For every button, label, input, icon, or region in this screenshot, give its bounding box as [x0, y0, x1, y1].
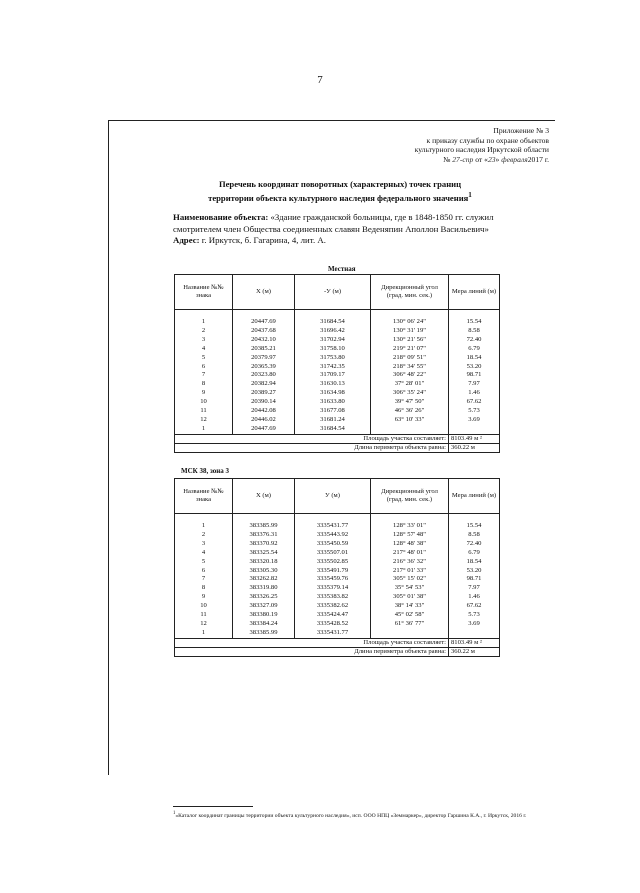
cell-bearing: 219° 21' 07"	[371, 345, 449, 354]
table-row	[175, 575, 500, 584]
cell-x: 20437.68	[233, 327, 295, 336]
cell-length: 15.54	[449, 310, 500, 327]
cell-bearing: 128° 57' 48"	[371, 531, 449, 540]
cell-y: 3335424.47	[295, 611, 371, 620]
cell-y: 31630.13	[295, 380, 371, 389]
cell-x: 383385.99	[233, 514, 295, 531]
cell-length: 5.73	[449, 611, 500, 620]
table-row	[175, 540, 500, 549]
perimeter-value: 360.22 м	[449, 647, 500, 656]
order-date-prefix: от «	[475, 154, 488, 164]
cell-length: 8.58	[449, 327, 500, 336]
cell-point-name: 4	[175, 549, 233, 558]
cell-length: 53.20	[449, 567, 500, 576]
cell-y: 3335379.14	[295, 584, 371, 593]
area-value: 8103.49 м ²	[449, 434, 500, 443]
cell-length: 72.40	[449, 540, 500, 549]
cell-length: 98.71	[449, 371, 500, 380]
cell-length: 3.69	[449, 620, 500, 629]
cell-y: 31633.80	[295, 398, 371, 407]
cell-bearing: 39° 47' 50"	[371, 398, 449, 407]
page-number: 7	[317, 74, 323, 86]
header-x: X (м)	[233, 275, 295, 310]
cell-y: 3335431.77	[295, 514, 371, 531]
cell-y: 3335382.62	[295, 602, 371, 611]
cell-x: 383370.92	[233, 540, 295, 549]
header-y: -У (м)	[295, 275, 371, 310]
cell-point-name: 8	[175, 584, 233, 593]
cell-point-name: 7	[175, 371, 233, 380]
cell-length: 7.97	[449, 380, 500, 389]
table-row	[175, 629, 500, 638]
header-length: Мера линий (м)	[449, 479, 500, 514]
cell-bearing: 216° 36' 32"	[371, 558, 449, 567]
cell-x: 383385.99	[233, 629, 295, 638]
cell-y: 3335450.59	[295, 540, 371, 549]
cell-length	[449, 425, 500, 434]
header-point-name: Название №№ знака	[175, 275, 233, 310]
cell-bearing: 61° 36' 77"	[371, 620, 449, 629]
footnote-mark: 1	[173, 811, 176, 816]
cell-y: 31742.35	[295, 363, 371, 372]
cell-y: 3335502.85	[295, 558, 371, 567]
cell-point-name: 1	[175, 425, 233, 434]
header-x: X (м)	[233, 479, 295, 514]
cell-length: 1.46	[449, 593, 500, 602]
cell-length: 6.79	[449, 345, 500, 354]
header-length: Мера линий (м)	[449, 275, 500, 310]
header-y: У (м)	[295, 479, 371, 514]
perimeter-label: Длина периметра объекта равна:	[175, 443, 449, 452]
cell-bearing: 306° 35' 24"	[371, 389, 449, 398]
cell-bearing: 130° 06' 24"	[371, 310, 449, 327]
cell-length: 6.79	[449, 549, 500, 558]
table-row	[175, 380, 500, 389]
cell-y: 3335431.77	[295, 629, 371, 638]
cell-y: 31684.54	[295, 425, 371, 434]
footnote-separator	[173, 806, 253, 807]
msk-system-heading: МСК 38, зона 3	[181, 467, 230, 475]
cell-point-name: 1	[175, 310, 233, 327]
table-header-row	[175, 479, 500, 514]
cell-x: 383327.09	[233, 602, 295, 611]
cell-point-name: 2	[175, 531, 233, 540]
cell-bearing	[371, 425, 449, 434]
order-date-month: февраля	[501, 154, 528, 164]
cell-length: 67.62	[449, 398, 500, 407]
area-row	[175, 638, 500, 647]
table-row	[175, 531, 500, 540]
cell-x: 20447.69	[233, 310, 295, 327]
table-row	[175, 354, 500, 363]
table-row	[175, 584, 500, 593]
cell-point-name: 6	[175, 363, 233, 372]
cell-point-name: 5	[175, 354, 233, 363]
cell-point-name: 12	[175, 620, 233, 629]
table-row	[175, 620, 500, 629]
cell-x: 20442.08	[233, 407, 295, 416]
title-line-2	[170, 190, 510, 204]
object-address-value: г. Иркутск, б. Гагарина, 4, лит. А.	[201, 235, 326, 246]
cell-point-name: 1	[175, 514, 233, 531]
footnote	[173, 810, 533, 820]
cell-y: 31709.17	[295, 371, 371, 380]
cell-y: 31684.54	[295, 310, 371, 327]
footnote-text: «Каталог координат границы территории объекта культурного наследия», исп. ООО НПЦ «Земмаркер», директор Гаршина К.А., г. Иркутск, 2016 г.	[175, 812, 527, 819]
cell-length: 5.73	[449, 407, 500, 416]
document-title	[170, 179, 510, 204]
cell-y: 3335507.01	[295, 549, 371, 558]
table-row	[175, 345, 500, 354]
local-coordinates-table	[174, 274, 500, 453]
cell-bearing: 35° 54' 53"	[371, 584, 449, 593]
cell-x: 383262.82	[233, 575, 295, 584]
object-name-label: Наименование объекта:	[173, 212, 269, 222]
cell-point-name: 10	[175, 398, 233, 407]
cell-bearing: 217° 48' 01"	[371, 549, 449, 558]
cell-x: 20389.27	[233, 389, 295, 398]
perimeter-row	[175, 647, 500, 656]
object-name	[173, 212, 533, 235]
table-row	[175, 327, 500, 336]
perimeter-label: Длина периметра объекта равна:	[175, 647, 449, 656]
cell-x: 20382.94	[233, 380, 295, 389]
cell-point-name: 11	[175, 611, 233, 620]
cell-point-name: 8	[175, 380, 233, 389]
order-date-mid: »	[495, 154, 500, 164]
perimeter-value: 360.22 м	[449, 443, 500, 452]
order-number-value: 27-спр	[452, 154, 474, 164]
cell-x: 20447.69	[233, 425, 295, 434]
table-row	[175, 363, 500, 372]
header-point-name: Название №№ знака	[175, 479, 233, 514]
cell-x: 383376.31	[233, 531, 295, 540]
cell-length: 1.46	[449, 389, 500, 398]
cell-y: 31753.80	[295, 354, 371, 363]
title-line-2-text: территории объекта культурного наследия федерального значения	[208, 192, 469, 203]
cell-length: 67.62	[449, 602, 500, 611]
table-row	[175, 371, 500, 380]
table-row	[175, 398, 500, 407]
cell-y: 31634.98	[295, 389, 371, 398]
cell-x: 20365.39	[233, 363, 295, 372]
cell-bearing: 38° 14' 33"	[371, 602, 449, 611]
table-row	[175, 593, 500, 602]
table-row	[175, 425, 500, 434]
area-label: Площадь участка составляет:	[175, 638, 449, 647]
appendix-line-1: Приложение № 3	[493, 126, 549, 135]
cell-point-name: 6	[175, 567, 233, 576]
cell-y: 31758.10	[295, 345, 371, 354]
table-row	[175, 389, 500, 398]
order-date-year: 2017 г.	[527, 154, 549, 164]
cell-bearing: 37° 28' 01"	[371, 380, 449, 389]
cell-length: 3.69	[449, 416, 500, 425]
table-row	[175, 549, 500, 558]
table-row	[175, 514, 500, 531]
order-date-day: 23	[487, 154, 496, 164]
object-name-value: «Здание гражданской больницы, где в 1848-1850 гг. служил смотрителем член Общества соединенных славян Веденяпин Аполлон Васильевич»	[173, 212, 494, 234]
cell-point-name: 4	[175, 345, 233, 354]
msk-table-body	[175, 514, 500, 639]
title-line-1: Перечень координат поворотных (характерных) точек границ	[218, 179, 462, 189]
object-address	[173, 235, 533, 247]
cell-bearing: 218° 09' 51"	[371, 354, 449, 363]
cell-bearing: 46° 36' 26"	[371, 407, 449, 416]
table-row	[175, 611, 500, 620]
cell-point-name: 3	[175, 336, 233, 345]
table-header-row	[175, 275, 500, 310]
cell-bearing: 63° 10' 33"	[371, 416, 449, 425]
cell-x: 383325.54	[233, 549, 295, 558]
cell-point-name: 2	[175, 327, 233, 336]
cell-x: 383326.25	[233, 593, 295, 602]
cell-bearing: 305° 01' 38"	[371, 593, 449, 602]
table-row	[175, 407, 500, 416]
cell-point-name: 9	[175, 593, 233, 602]
cell-bearing: 45° 02' 58"	[371, 611, 449, 620]
cell-point-name: 12	[175, 416, 233, 425]
cell-y: 31681.24	[295, 416, 371, 425]
cell-point-name: 1	[175, 629, 233, 638]
cell-x: 383305.30	[233, 567, 295, 576]
cell-y: 3335459.76	[295, 575, 371, 584]
cell-length: 15.54	[449, 514, 500, 531]
header-bearing: Дирекционный угол (град. мин. сек.)	[371, 479, 449, 514]
table-row	[175, 336, 500, 345]
cell-x: 20323.80	[233, 371, 295, 380]
cell-y: 31702.94	[295, 336, 371, 345]
cell-point-name: 3	[175, 540, 233, 549]
cell-length: 8.58	[449, 531, 500, 540]
cell-point-name: 5	[175, 558, 233, 567]
cell-x: 20385.21	[233, 345, 295, 354]
cell-x: 383319.80	[233, 584, 295, 593]
cell-length: 53.20	[449, 363, 500, 372]
title-footnote-mark: 1	[468, 191, 472, 199]
cell-bearing: 306° 48' 22"	[371, 371, 449, 380]
area-value: 8103.49 м ²	[449, 638, 500, 647]
cell-bearing: 128° 48' 38"	[371, 540, 449, 549]
cell-length: 98.71	[449, 575, 500, 584]
cell-x: 383320.18	[233, 558, 295, 567]
appendix-line-3: культурного наследия Иркутской области	[414, 145, 549, 155]
cell-x: 20432.10	[233, 336, 295, 345]
appendix-block	[415, 126, 549, 164]
cell-x: 383384.24	[233, 620, 295, 629]
cell-x: 20379.97	[233, 354, 295, 363]
appendix-line-2: к приказу службы по охране объектов	[426, 135, 549, 145]
area-row	[175, 434, 500, 443]
cell-bearing: 130° 31' 19"	[371, 327, 449, 336]
cell-x: 20446.02	[233, 416, 295, 425]
cell-y: 3335383.82	[295, 593, 371, 602]
cell-point-name: 11	[175, 407, 233, 416]
cell-point-name: 10	[175, 602, 233, 611]
cell-bearing: 130° 21' 56"	[371, 336, 449, 345]
cell-point-name: 7	[175, 575, 233, 584]
cell-x: 20390.14	[233, 398, 295, 407]
cell-y: 31696.42	[295, 327, 371, 336]
table-row	[175, 567, 500, 576]
order-number-prefix: №	[443, 154, 451, 164]
msk-coordinates-table	[174, 478, 500, 657]
local-table-body	[175, 310, 500, 435]
table-row	[175, 558, 500, 567]
cell-bearing: 218° 34' 55"	[371, 363, 449, 372]
cell-y: 3335443.92	[295, 531, 371, 540]
cell-length: 18.54	[449, 558, 500, 567]
cell-bearing: 128° 33' 01"	[371, 514, 449, 531]
table-row	[175, 602, 500, 611]
cell-x: 383380.19	[233, 611, 295, 620]
table-row	[175, 416, 500, 425]
cell-bearing: 305° 15' 02"	[371, 575, 449, 584]
cell-y: 31677.08	[295, 407, 371, 416]
local-system-heading: Местная	[328, 265, 356, 273]
cell-length	[449, 629, 500, 638]
cell-length: 18.54	[449, 354, 500, 363]
object-info	[173, 212, 533, 247]
cell-length: 7.97	[449, 584, 500, 593]
table-row	[175, 310, 500, 327]
appendix-number-line	[415, 155, 549, 165]
cell-y: 3335491.79	[295, 567, 371, 576]
header-bearing: Дирекционный угол (град. мин. сек.)	[371, 275, 449, 310]
cell-y: 3335428.52	[295, 620, 371, 629]
perimeter-row	[175, 443, 500, 452]
cell-point-name: 9	[175, 389, 233, 398]
cell-bearing: 217° 01' 33"	[371, 567, 449, 576]
cell-bearing	[371, 629, 449, 638]
area-label: Площадь участка составляет:	[175, 434, 449, 443]
object-address-label: Адрес:	[173, 235, 200, 246]
cell-length: 72.40	[449, 336, 500, 345]
